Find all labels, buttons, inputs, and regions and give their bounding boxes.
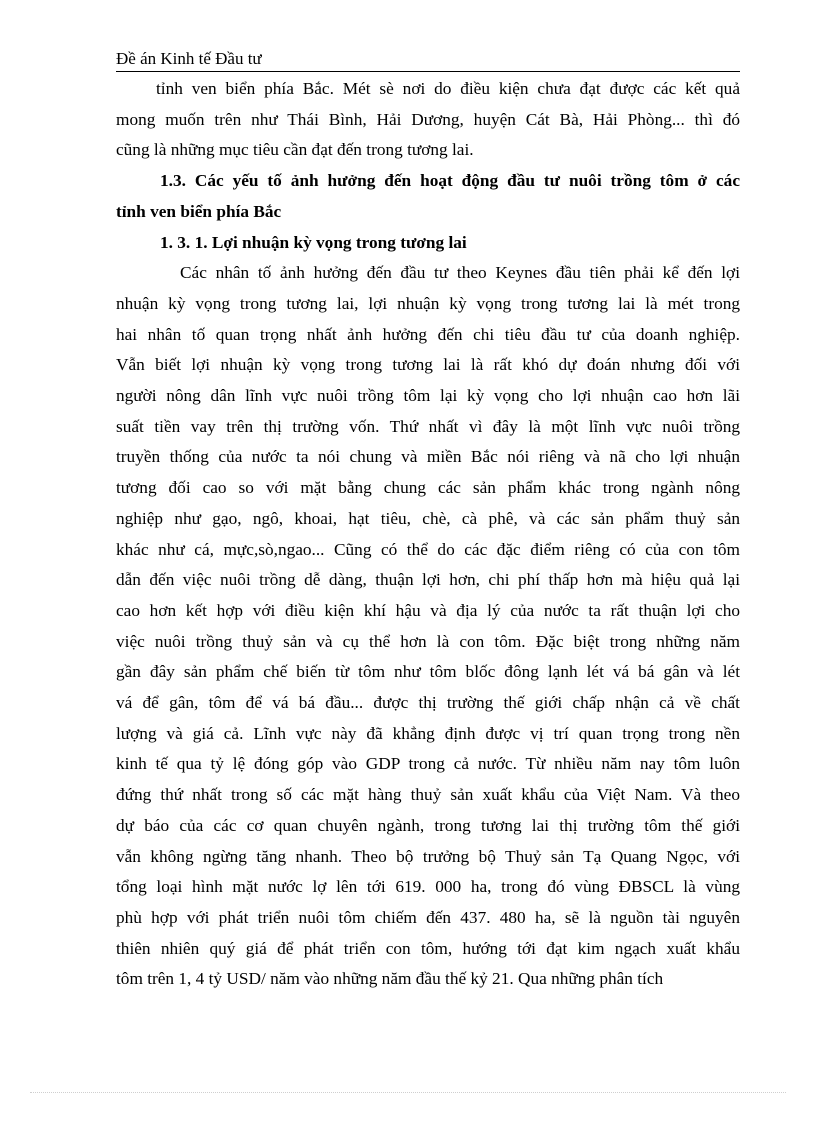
text-line: đứng thứ nhất trong số các mặt hàng thuỷ sản xuất khẩu của Việt Nam. Và theo: [116, 785, 740, 805]
text-line: nghiệp như gạo, ngô, khoai, hạt tiêu, chè, cà phê, và các sản phẩm thuỷ sản: [116, 508, 740, 528]
text-line: Vẫn biết lợi nhuận kỳ vọng trong tương lai là rất khó dự đoán nhưng đối với: [116, 355, 740, 375]
text-line: tương đối cao so với mặt bằng chung các sản phẩm khác trong ngành nông: [116, 478, 740, 498]
page-header: [116, 49, 740, 72]
text-line: thiên nhiên quý giá để phát triển con tôm, hướng tới đạt kim ngạch xuất khẩu: [116, 938, 740, 958]
text-line: hai nhân tố quan trọng nhất ảnh hưởng đến chi tiêu đầu tư của doanh nghiệp.: [116, 324, 740, 344]
text-line: tôm trên 1, 4 tỷ USD/ năm vào những năm đầu thế kỷ 21. Qua những phân tích: [116, 969, 664, 989]
text-line: kinh tế qua tỷ lệ đóng góp vào GDP trong cả nước. Từ nhiều năm nay tôm luôn: [116, 754, 740, 774]
header-title: Đề án Kinh tế Đầu tư: [116, 49, 262, 68]
text-line: phù hợp với phát triển nuôi tôm chiếm đến 437. 480 ha, sẽ là nguồn tài nguyên: [116, 907, 740, 927]
intro-paragraph: [116, 74, 740, 166]
body-paragraph: [116, 258, 740, 995]
text-line: cũng là những mục tiêu cần đạt đến trong tương lai.: [116, 140, 474, 160]
section-heading: [116, 166, 740, 227]
text-line: khác như cá, mực,sò,ngao... Cũng có thể do các đặc điểm riêng có của con tôm: [116, 539, 740, 559]
text-line: suất tiền vay trên thị trường vốn. Thứ nhất vì đây là một lĩnh vực nuôi trồng: [116, 416, 740, 436]
text-line: dự báo của các cơ quan chuyên ngành, trong tương lai thị trường tôm thế giới: [116, 815, 740, 835]
text-line: cao hơn kết hợp với điều kiện khí hậu và địa lý của nước ta rất thuận lợi cho: [116, 600, 740, 620]
text-line: vá để gân, tôm để vá bá đầu... được thị trường thế giới chấp nhận cả về chất: [116, 693, 740, 713]
text-line: việc nuôi trồng thuỷ sản và cụ thể hơn là con tôm. Đặc biệt trong những năm: [116, 631, 740, 651]
text-line: nhuận kỳ vọng trong tương lai, lợi nhuận kỳ vọng trong tương lai là mét trong: [116, 293, 740, 313]
text-line: người nông dân lĩnh vực nuôi trồng tôm lại kỳ vọng cho lợi nhuận cao hơn lãi: [116, 386, 740, 406]
text-line: tỉnh ven biển phía Bắc. Mét sè nơi do điều kiện chưa đạt được các kết quả: [156, 79, 740, 98]
heading-line: tỉnh ven biển phía Bắc: [116, 201, 282, 221]
text-line: mong muốn trên như Thái Bình, Hải Dương, huyện Cát Bà, Hải Phòng... thì đó: [116, 109, 740, 129]
text-line: Các nhân tố ảnh hưởng đến đầu tư theo Keynes đầu tiên phải kể đến lợi: [180, 263, 740, 283]
text-line: lượng và giá cả. Lĩnh vực này đã khẳng định được vị trí quan trọng trong nền: [116, 723, 740, 743]
heading-line: 1.3. Các yếu tố ảnh hưởng đến hoạt động đầu tư nuôi trồng tôm ở các: [160, 171, 740, 191]
subheading-line: 1. 3. 1. Lợi nhuận kỳ vọng trong tương lai: [160, 232, 467, 252]
text-line: dẫn đến việc nuôi trồng dễ dàng, thuận lợi hơn, chi phí thấp hơn mà hiệu quả lại: [116, 570, 740, 590]
text-line: vẫn không ngừng tăng nhanh. Theo bộ trưởng bộ Thuỷ sản Tạ Quang Ngọc, với: [116, 846, 740, 866]
document-content: [116, 74, 740, 995]
text-line: truyền thống của nước ta nói chung và miền Bắc nói riêng và nã cho lợi nhuận: [116, 447, 740, 467]
text-line: tổng loại hình mặt nước lợ lên tới 619. 000 ha, trong đó vùng ĐBSCL là vùng: [116, 877, 740, 897]
page-bottom-divider: [30, 1092, 786, 1093]
text-line: gần đây sản phẩm chế biến từ tôm như tôm blốc đông lạnh lét vá bá gân và lét: [116, 662, 740, 682]
subsection-heading: [116, 228, 740, 259]
